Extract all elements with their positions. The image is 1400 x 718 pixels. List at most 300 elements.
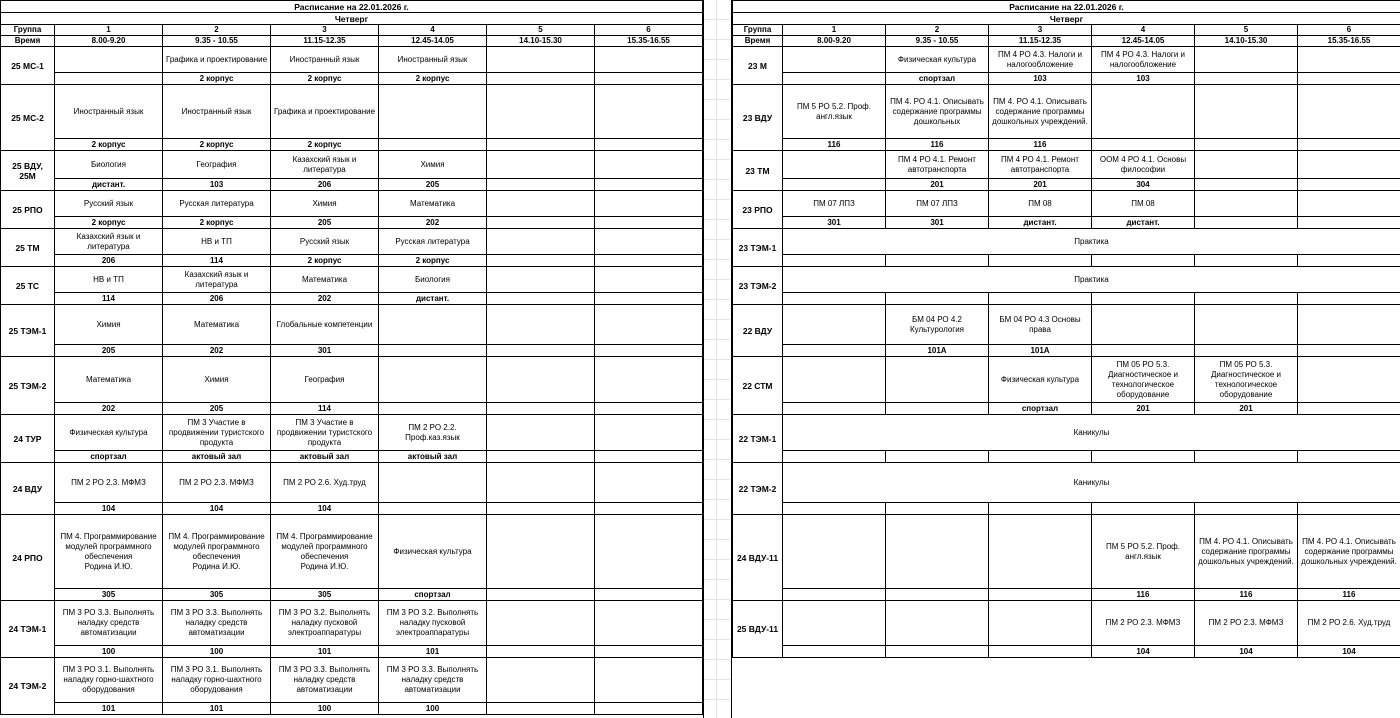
lesson-subject: ПМ 2 РО 2.6. Худ.труд xyxy=(283,477,366,487)
room-cell: 205 xyxy=(379,179,487,191)
lesson-cell xyxy=(1195,357,1298,403)
lesson-teacher: Родина И.Ю. xyxy=(84,561,133,571)
period-time: 8.00-9.20 xyxy=(783,36,886,47)
room-cell: 301 xyxy=(271,345,379,357)
lesson-cell xyxy=(595,305,703,345)
group-header: Группа xyxy=(1,25,55,36)
room-cell: 2 корпус xyxy=(271,73,379,85)
room-cell: 206 xyxy=(271,179,379,191)
lesson-cell xyxy=(379,305,487,345)
lesson-cell xyxy=(55,229,163,255)
room-cell xyxy=(487,179,595,191)
lesson-subject: ПМ 2 РО 2.6. Худ.труд xyxy=(1307,618,1391,627)
room-cell: 205 xyxy=(55,345,163,357)
room-cell xyxy=(595,293,703,305)
lesson-subject: ПМ 08 xyxy=(1131,198,1155,208)
schedule-table xyxy=(732,0,1400,658)
lesson-cell xyxy=(163,357,271,403)
room-cell xyxy=(1195,345,1298,357)
room-cell xyxy=(1195,255,1298,267)
group-name: 24 ВДУ xyxy=(1,463,55,515)
group-row xyxy=(733,415,1400,451)
lesson-cell xyxy=(1298,515,1400,589)
room-row xyxy=(1,293,703,305)
group-name: 22 ТЭМ-2 xyxy=(733,463,783,515)
lesson-cell xyxy=(595,357,703,403)
lesson-cell xyxy=(595,463,703,503)
room-cell: 116 xyxy=(989,139,1092,151)
lesson-cell xyxy=(271,658,379,703)
lesson-cell xyxy=(989,85,1092,139)
room-row xyxy=(733,179,1400,191)
period-number: 2 xyxy=(163,25,271,36)
lesson-subject: Казахский язык и литература xyxy=(292,154,357,174)
title-row xyxy=(733,1,1400,13)
lesson-subject: ПМ 2 РО 2.3. МФМЗ xyxy=(1208,618,1284,627)
group-row xyxy=(733,229,1400,255)
room-cell xyxy=(886,293,989,305)
group-row xyxy=(1,415,703,451)
period-time: 11.15-12.35 xyxy=(271,36,379,47)
lesson-cell xyxy=(55,463,163,503)
lesson-cell xyxy=(989,357,1092,403)
room-cell xyxy=(1298,345,1400,357)
group-row xyxy=(733,151,1400,179)
period-number: 2 xyxy=(886,25,989,36)
group-row xyxy=(733,463,1400,503)
lesson-cell xyxy=(1092,515,1195,589)
room-cell xyxy=(595,646,703,658)
lesson-cell xyxy=(163,415,271,451)
lesson-subject: ПМ 3 РО 3.1. Выполнять наладку горно-шахтного оборудования xyxy=(62,665,155,694)
room-cell: 2 корпус xyxy=(163,217,271,229)
room-row xyxy=(1,451,703,463)
room-cell: 202 xyxy=(379,217,487,229)
room-cell xyxy=(783,589,886,601)
room-cell: 201 xyxy=(1092,403,1195,415)
lesson-cell xyxy=(487,47,595,73)
room-cell: дистант. xyxy=(55,179,163,191)
period-time: 9.35 - 10.55 xyxy=(163,36,271,47)
lesson-cell xyxy=(1195,85,1298,139)
room-cell xyxy=(487,293,595,305)
lesson-cell xyxy=(487,415,595,451)
lesson-cell xyxy=(163,601,271,646)
lesson-subject: ПМ 3 РО 3.3. Выполнять наладку средств автоматизации xyxy=(62,608,155,637)
lesson-subject: НВ и ТП xyxy=(93,274,124,284)
room-cell: 104 xyxy=(1298,646,1400,658)
room-cell: 202 xyxy=(271,293,379,305)
lesson-cell xyxy=(886,305,989,345)
room-cell xyxy=(595,179,703,191)
room-cell xyxy=(989,646,1092,658)
lesson-cell xyxy=(886,357,989,403)
room-cell xyxy=(595,589,703,601)
group-row xyxy=(1,357,703,403)
room-cell: 305 xyxy=(163,589,271,601)
lesson-cell xyxy=(379,151,487,179)
room-cell xyxy=(886,503,989,515)
group-row xyxy=(1,191,703,217)
schedule-sheet-right xyxy=(731,0,1400,718)
lesson-cell xyxy=(55,305,163,345)
room-row xyxy=(733,255,1400,267)
lesson-subject: Иностранный язык xyxy=(397,54,468,64)
room-cell: 101А xyxy=(989,345,1092,357)
merged-activity: Каникулы xyxy=(783,415,1400,451)
room-cell xyxy=(487,703,595,715)
lesson-subject: Глобальные компетенции xyxy=(276,319,373,329)
room-cell xyxy=(783,503,886,515)
day-row xyxy=(733,13,1400,25)
room-row xyxy=(733,589,1400,601)
room-cell: 116 xyxy=(1092,589,1195,601)
lesson-cell xyxy=(379,515,487,589)
period-number: 3 xyxy=(989,25,1092,36)
room-row xyxy=(1,73,703,85)
room-cell xyxy=(989,293,1092,305)
lesson-cell xyxy=(271,415,379,451)
lesson-subject: ПМ 3 Участие в продвижении туристского продукта xyxy=(276,417,373,447)
room-cell: 116 xyxy=(886,139,989,151)
group-header: Группа xyxy=(733,25,783,36)
room-cell xyxy=(1195,503,1298,515)
room-cell xyxy=(595,139,703,151)
group-row xyxy=(1,267,703,293)
room-row xyxy=(1,646,703,658)
lesson-subject: ПМ 05 РО 5.3. Диагностическое и технологическое оборудование xyxy=(1210,359,1282,399)
lesson-cell xyxy=(55,658,163,703)
lesson-cell xyxy=(163,191,271,217)
group-name: 23 ТЭМ-1 xyxy=(733,229,783,267)
room-cell xyxy=(55,73,163,85)
room-cell: актовый зал xyxy=(379,451,487,463)
lesson-cell xyxy=(163,47,271,73)
room-cell: 2 корпус xyxy=(163,73,271,85)
room-cell: 2 корпус xyxy=(379,73,487,85)
day-label: Четверг xyxy=(733,13,1400,25)
lesson-cell xyxy=(487,85,595,139)
lesson-subject: БМ 04 РО 4.3 Основы права xyxy=(999,314,1081,334)
room-cell xyxy=(487,139,595,151)
room-cell xyxy=(783,293,886,305)
lesson-subject: ПМ 3 РО 3.3. Выполнять наладку средств автоматизации xyxy=(170,608,263,637)
lesson-cell xyxy=(271,85,379,139)
lesson-cell xyxy=(163,658,271,703)
room-cell xyxy=(1092,345,1195,357)
lesson-cell xyxy=(1298,191,1400,217)
lesson-subject: Математика xyxy=(85,374,132,384)
period-time: 11.15-12.35 xyxy=(989,36,1092,47)
room-row xyxy=(1,703,703,715)
lesson-cell xyxy=(1298,151,1400,179)
room-cell: 104 xyxy=(271,503,379,515)
period-time: 12.45-14.05 xyxy=(379,36,487,47)
lesson-cell xyxy=(487,463,595,503)
group-name: 25 ВДУ-11 xyxy=(733,601,783,658)
room-cell xyxy=(989,589,1092,601)
room-cell xyxy=(783,403,886,415)
lesson-subject: Иностранный язык xyxy=(73,106,144,116)
period-time: 8.00-9.20 xyxy=(55,36,163,47)
lesson-subject: ПМ 3 Участие в продвижении туристского продукта xyxy=(168,417,265,447)
lesson-cell xyxy=(55,85,163,139)
lesson-subject: ПМ 5 РО 5.2. Проф. англ.язык xyxy=(797,101,871,121)
room-cell xyxy=(487,451,595,463)
room-row xyxy=(733,345,1400,357)
room-cell: спортзал xyxy=(55,451,163,463)
period-number: 4 xyxy=(1092,25,1195,36)
lesson-cell xyxy=(886,85,989,139)
lesson-cell xyxy=(595,191,703,217)
room-cell xyxy=(783,179,886,191)
period-number: 5 xyxy=(1195,25,1298,36)
lesson-subject: Физическая культура xyxy=(1000,374,1080,384)
lesson-cell xyxy=(1092,305,1195,345)
lesson-cell xyxy=(271,229,379,255)
room-cell: 305 xyxy=(271,589,379,601)
lesson-cell xyxy=(783,601,886,646)
lesson-cell xyxy=(595,601,703,646)
room-cell xyxy=(1195,217,1298,229)
group-name: 24 ВДУ-11 xyxy=(733,515,783,601)
room-cell: 2 корпус xyxy=(271,255,379,267)
group-name: 24 ТЭМ-1 xyxy=(1,601,55,658)
lesson-cell xyxy=(1092,151,1195,179)
group-name: 22 ТЭМ-1 xyxy=(733,415,783,463)
room-cell: 201 xyxy=(989,179,1092,191)
group-row xyxy=(1,151,703,179)
lesson-cell xyxy=(271,601,379,646)
lesson-subject: Русский язык xyxy=(83,198,134,208)
group-row xyxy=(733,85,1400,139)
lesson-subject: Графика и проектирование xyxy=(273,106,376,116)
lesson-cell xyxy=(783,357,886,403)
room-cell: 2 корпус xyxy=(271,139,379,151)
period-number: 5 xyxy=(487,25,595,36)
room-cell: актовый зал xyxy=(271,451,379,463)
lesson-cell xyxy=(487,515,595,589)
lesson-cell xyxy=(163,151,271,179)
group-row xyxy=(733,601,1400,646)
lesson-subject: БМ 04 РО 4.2 Культурология xyxy=(909,314,964,334)
merged-activity: Каникулы xyxy=(783,463,1400,503)
period-time: 9.35 - 10.55 xyxy=(886,36,989,47)
room-cell: 202 xyxy=(163,345,271,357)
room-cell: 201 xyxy=(886,179,989,191)
lesson-cell xyxy=(271,357,379,403)
day-label: Четверг xyxy=(1,13,703,25)
lesson-cell xyxy=(163,305,271,345)
lesson-subject: Биология xyxy=(91,159,126,169)
lesson-cell xyxy=(783,85,886,139)
room-cell: 114 xyxy=(271,403,379,415)
lesson-cell xyxy=(487,229,595,255)
room-cell: 206 xyxy=(163,293,271,305)
room-cell: дистант. xyxy=(1092,217,1195,229)
room-cell: спортзал xyxy=(989,403,1092,415)
room-cell: 202 xyxy=(55,403,163,415)
period-header-row xyxy=(733,25,1400,36)
room-cell xyxy=(1298,451,1400,463)
lesson-cell xyxy=(1092,47,1195,73)
lesson-cell xyxy=(1092,85,1195,139)
lesson-cell xyxy=(163,515,271,589)
room-cell xyxy=(1298,255,1400,267)
room-row xyxy=(1,403,703,415)
lesson-cell xyxy=(783,151,886,179)
lesson-cell xyxy=(379,357,487,403)
room-cell xyxy=(595,73,703,85)
lesson-subject: Русская литература xyxy=(179,198,254,208)
lesson-cell xyxy=(379,415,487,451)
group-name: 25 МС-2 xyxy=(1,85,55,151)
lesson-cell xyxy=(55,601,163,646)
room-cell xyxy=(595,345,703,357)
room-cell xyxy=(595,403,703,415)
room-cell xyxy=(886,646,989,658)
group-row xyxy=(1,515,703,589)
room-cell xyxy=(487,255,595,267)
room-cell: 2 корпус xyxy=(55,217,163,229)
room-cell: актовый зал xyxy=(163,451,271,463)
room-cell: 305 xyxy=(55,589,163,601)
lesson-subject: ПМ 3 РО 3.2. Выполнять наладку пусковой электроаппаратуры xyxy=(278,608,371,637)
room-cell xyxy=(989,503,1092,515)
lesson-subject: Биология xyxy=(415,274,450,284)
room-cell xyxy=(595,703,703,715)
room-cell: 100 xyxy=(55,646,163,658)
period-number: 6 xyxy=(595,25,703,36)
lesson-cell xyxy=(783,191,886,217)
room-cell xyxy=(1195,73,1298,85)
period-time: 15.35-16.55 xyxy=(1298,36,1400,47)
lesson-subject: Русская литература xyxy=(395,236,470,246)
lesson-cell xyxy=(55,151,163,179)
lesson-subject: География xyxy=(196,159,237,169)
lesson-cell xyxy=(1195,47,1298,73)
group-row xyxy=(1,47,703,73)
room-cell xyxy=(1092,255,1195,267)
room-cell xyxy=(1298,73,1400,85)
lesson-cell xyxy=(595,267,703,293)
lesson-cell xyxy=(1298,47,1400,73)
room-cell: 100 xyxy=(271,703,379,715)
room-cell: 114 xyxy=(163,255,271,267)
lesson-subject: ПМ 08 xyxy=(1028,198,1052,208)
merged-activity: Практика xyxy=(783,229,1400,255)
group-row xyxy=(733,357,1400,403)
room-cell: 205 xyxy=(271,217,379,229)
sheet-gap xyxy=(704,0,730,718)
title-row xyxy=(1,1,703,13)
lesson-teacher: Родина И.Ю. xyxy=(192,561,241,571)
lesson-cell xyxy=(379,463,487,503)
lesson-cell xyxy=(271,47,379,73)
lesson-subject: ПМ 4 РО 4.1. Ремонт автотранспорта xyxy=(898,154,976,174)
lesson-subject: Математика xyxy=(301,274,348,284)
lesson-subject: ПМ 4 РО 4.3. Налоги и налогообложение xyxy=(1101,49,1185,69)
group-row xyxy=(733,305,1400,345)
period-time: 14.10-15.30 xyxy=(487,36,595,47)
group-name: 22 СТМ xyxy=(733,357,783,415)
room-cell xyxy=(487,403,595,415)
room-cell xyxy=(1298,503,1400,515)
room-row xyxy=(733,403,1400,415)
lesson-subject: Иностранный язык xyxy=(181,106,252,116)
lesson-subject: Химия xyxy=(96,319,121,329)
room-row xyxy=(1,589,703,601)
lesson-cell xyxy=(1298,601,1400,646)
room-cell xyxy=(783,255,886,267)
room-cell xyxy=(1092,139,1195,151)
lesson-cell xyxy=(379,601,487,646)
lesson-subject: ПМ 3 РО 3.1. Выполнять наладку горно-шахтного оборудования xyxy=(170,665,263,694)
lesson-subject: ПМ 2 РО 2.3. МФМЗ xyxy=(179,477,254,487)
time-header: Время xyxy=(1,36,55,47)
lesson-cell xyxy=(379,47,487,73)
room-cell xyxy=(783,345,886,357)
lesson-cell xyxy=(271,191,379,217)
period-time: 15.35-16.55 xyxy=(595,36,703,47)
lesson-teacher: Родина И.Ю. xyxy=(300,561,349,571)
lesson-cell xyxy=(271,463,379,503)
lesson-cell xyxy=(163,267,271,293)
lesson-subject: Физическая культура xyxy=(69,427,148,437)
room-cell: 301 xyxy=(783,217,886,229)
lesson-subject: ПМ 4 РО 4.3. Налоги и налогообложение xyxy=(998,49,1082,69)
room-cell xyxy=(379,345,487,357)
lesson-subject: ООМ 4 РО 4.1. Основы философии xyxy=(1099,154,1187,174)
room-cell: 103 xyxy=(989,73,1092,85)
lesson-cell xyxy=(55,515,163,589)
lesson-cell xyxy=(163,85,271,139)
group-row xyxy=(1,463,703,503)
lesson-subject: ПМ 2 РО 2.2. Проф.каз.язык xyxy=(405,422,460,442)
room-cell xyxy=(487,589,595,601)
room-cell xyxy=(1298,293,1400,305)
lesson-cell xyxy=(487,357,595,403)
lesson-cell xyxy=(55,415,163,451)
time-header-row xyxy=(1,36,703,47)
lesson-subject: ПМ 4. Программирование модулей программного обеспечения xyxy=(168,531,265,561)
room-cell: 104 xyxy=(163,503,271,515)
lesson-cell xyxy=(487,601,595,646)
group-row xyxy=(1,601,703,646)
lesson-subject: Физическая культура xyxy=(393,546,472,556)
room-cell: 2 корпус xyxy=(55,139,163,151)
room-cell: 101 xyxy=(163,703,271,715)
lesson-subject: ПМ 2 РО 2.3. МФМЗ xyxy=(1105,618,1181,627)
room-row xyxy=(1,179,703,191)
lesson-cell xyxy=(487,151,595,179)
lesson-cell xyxy=(55,191,163,217)
lesson-cell xyxy=(271,515,379,589)
group-name: 25 МС-1 xyxy=(1,47,55,85)
group-name: 25 ТЭМ-1 xyxy=(1,305,55,357)
room-cell: 101 xyxy=(379,646,487,658)
lesson-cell xyxy=(271,151,379,179)
group-row xyxy=(1,658,703,703)
lesson-cell xyxy=(1195,515,1298,589)
room-row xyxy=(1,503,703,515)
room-cell xyxy=(595,451,703,463)
lesson-cell xyxy=(379,229,487,255)
group-name: 23 М xyxy=(733,47,783,85)
lesson-subject: ПМ 4. РО 4.1. Описывать содержание программы дошкольных учреждений. xyxy=(992,96,1088,126)
room-row xyxy=(733,73,1400,85)
lesson-cell xyxy=(487,267,595,293)
